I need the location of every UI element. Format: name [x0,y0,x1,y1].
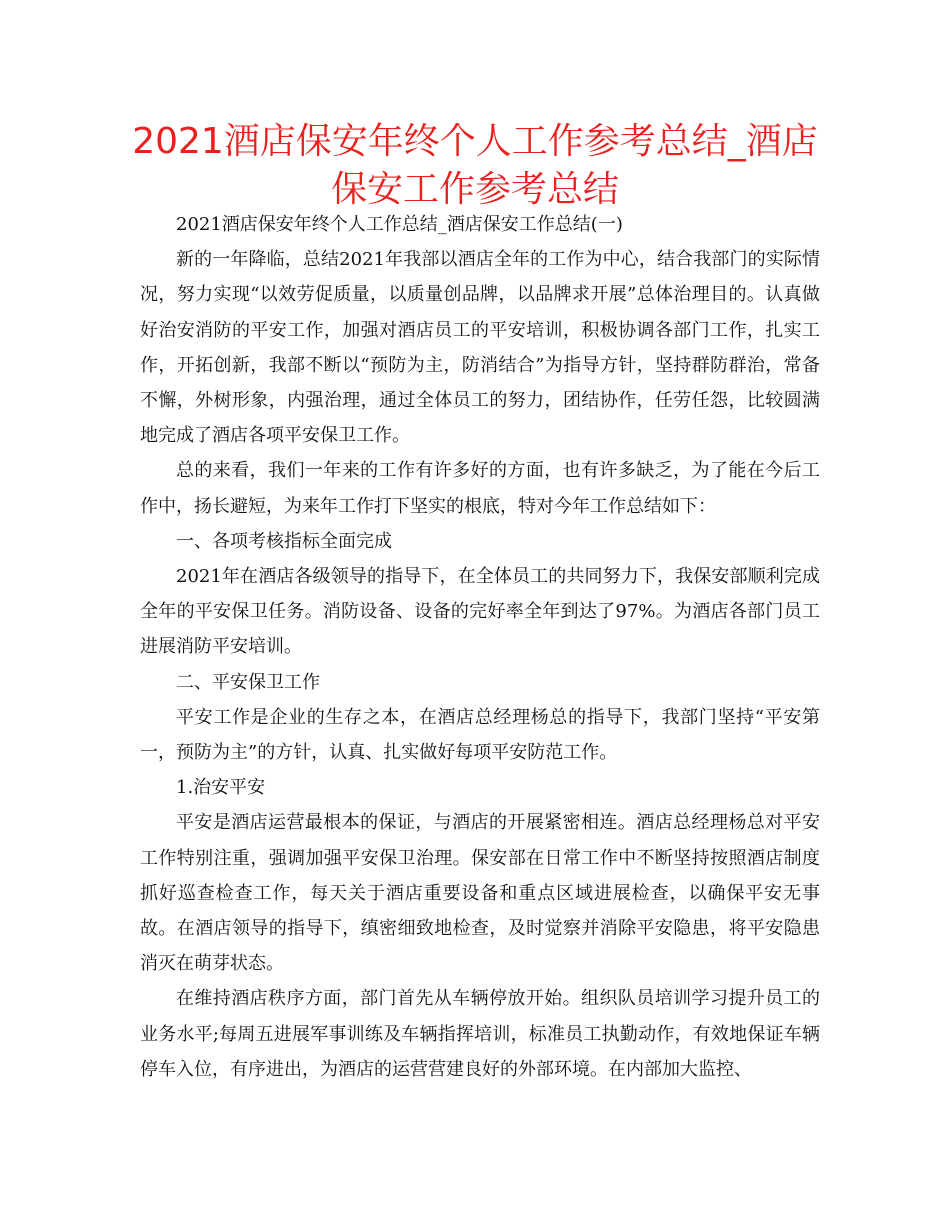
subsection-heading-1: 1.治安平安 [176,777,266,799]
document-subtitle-line: 2021酒店保安年终个人工作总结_酒店保安工作总结(一) [176,214,623,235]
document-body [140,207,820,1087]
paragraph-section-1: 2021年在酒店各级领导的指导下，在全体员工的共同努力下，我保安部顺利完成全年的平安保卫任务。消防设备、设备的完好率全年到达了97%。为酒店各部门员工进展消防平安培训。 [140,566,820,658]
section-heading-2: 二、平安保卫工作 [176,671,320,693]
paragraph-overview: 总的来看，我们一年来的工作有许多好的方面，也有许多缺乏，为了能在今后工作中，扬长避短，为来年工作打下坚实的根底，特对今年工作总结如下： [140,460,820,517]
paragraph-order-maintenance: 在维持酒店秩序方面，部门首先从车辆停放开始。组织队员培训学习提升员工的业务水平;每周五进展军事训练及车辆指挥培训，标准员工执勤动作，有效地保证车辆停车入位，有序进出，为酒店的运营营建良好的外部环境。在内部加大监控、 [140,988,820,1080]
document-title: 2021酒店保安年终个人工作参考总结_酒店保安工作参考总结 [132,121,818,210]
paragraph-intro: 新的一年降临，总结2021年我部以酒店全年的工作为中心，结合我部门的实际情况，努力实现“以效劳促质量，以质量创品牌，以品牌求开展”总体治理目的。认真做好治安消防的平安工作，加强对酒店员工的平安培训，积极协调各部门工作，扎实工作，开拓创新，我部不断以“预防为主，防消结合”为指导方针，坚持群防群治，常备不懈，外树形象，内强治理，通过全体员工的努力，团结协作，任劳任怨，比较圆满地完成了酒店各项平安保卫工作。 [140,249,820,447]
paragraph-section-2: 平安工作是企业的生存之本，在酒店总经理杨总的指导下，我部门坚持“平安第一，预防为主”的方针，认真、扎实做好每项平安防范工作。 [140,706,820,764]
section-heading-1: 一、各项考核指标全面完成 [176,530,392,552]
paragraph-subsection-1: 平安是酒店运营最根本的保证，与酒店的开展紧密相连。酒店总经理杨总对平安工作特别注重，强调加强平安保卫治理。保安部在日常工作中不断坚持按照酒店制度抓好巡查检查工作，每天关于酒店重要设备和重点区域进展检查，以确保平安无事故。在酒店领导的指导下，缜密细致地检查，及时觉察并消除平安隐患，将平安隐患消灭在萌芽状态。 [140,812,820,975]
